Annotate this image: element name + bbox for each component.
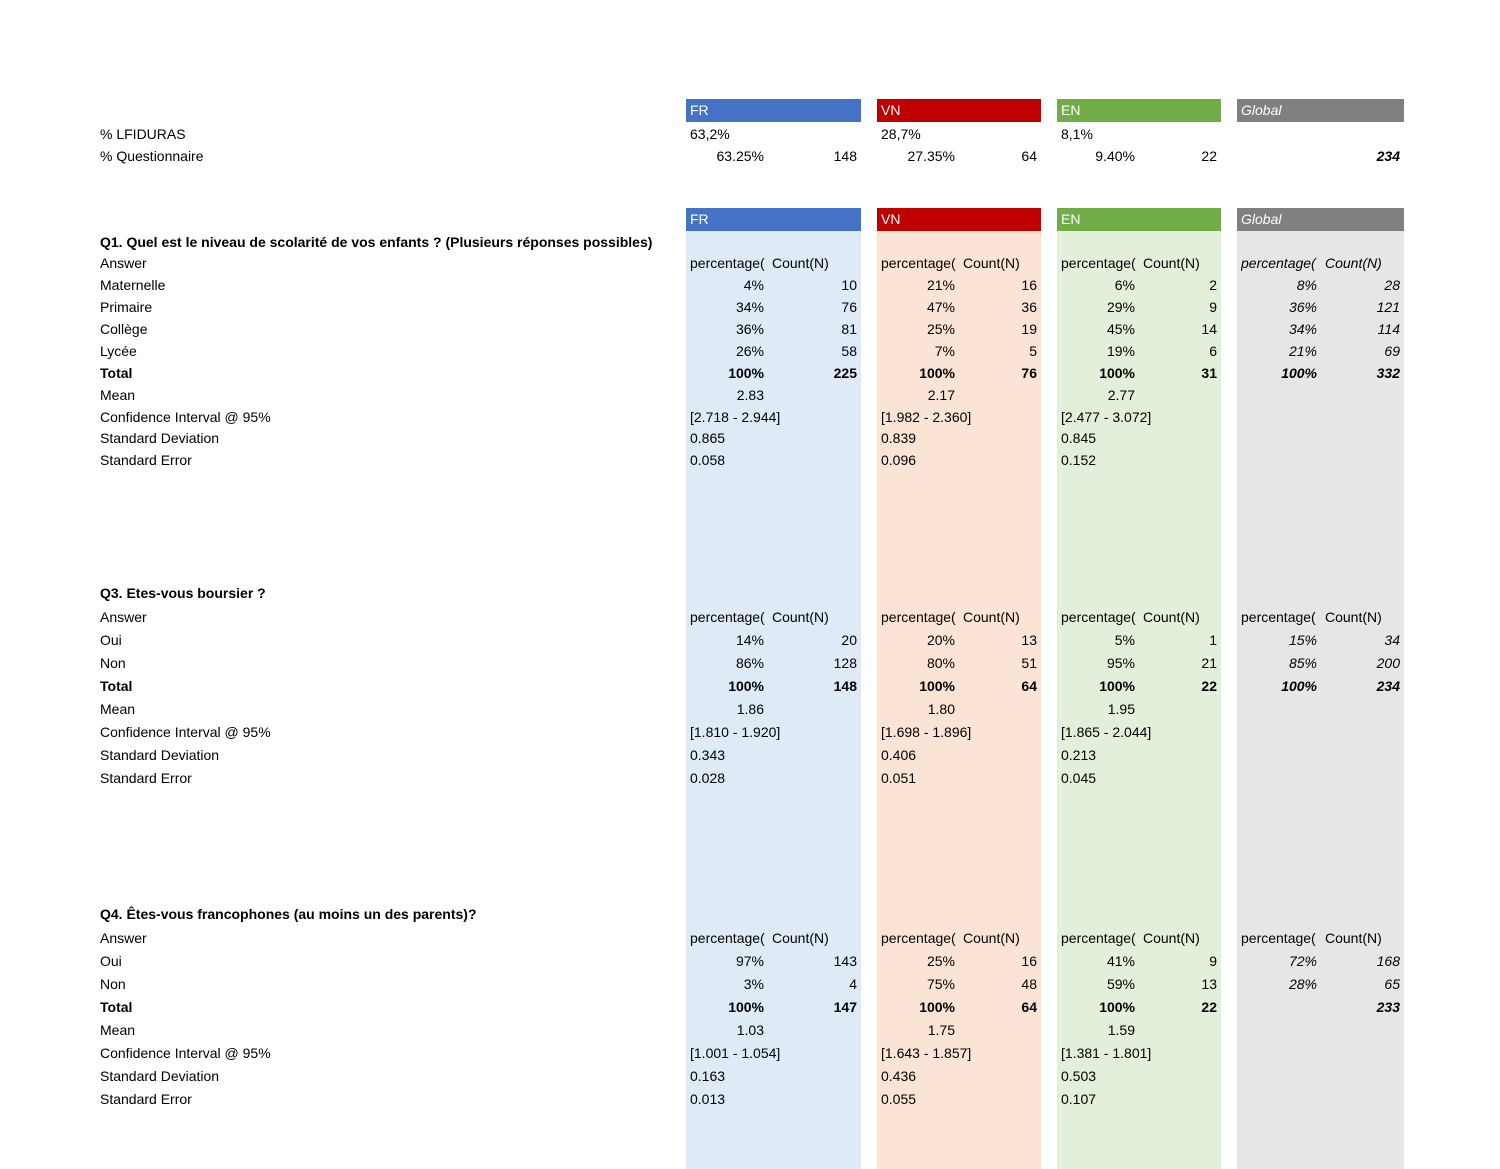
gl-count: 200 [1376, 655, 1400, 671]
fr-percentage: 86% [735, 655, 764, 671]
vn-percentage: 100% [919, 365, 955, 381]
vn-percentage: 100% [919, 999, 955, 1015]
en-percentage: 29% [1106, 299, 1135, 315]
q1-row-label: Answer [100, 255, 147, 271]
fr-percentage: 26% [735, 343, 764, 359]
vn-questionnaire-n: 64 [1021, 148, 1037, 164]
q4-title: Q4. Êtes-vous francophones (au moins un des parents)? [100, 906, 477, 922]
gl-count: 69 [1384, 343, 1400, 359]
gl-count-header: Count(N) [1325, 609, 1382, 625]
q1-row-label: Maternelle [100, 277, 166, 293]
en-percentage: 5% [1114, 632, 1135, 648]
vn-count: 36 [1021, 299, 1037, 315]
en-percentage: 100% [1099, 678, 1135, 694]
fr-pct-header: percentage( [690, 930, 765, 946]
fr-stat: 0.013 [690, 1091, 726, 1107]
gl-percentage: 85% [1288, 655, 1317, 671]
en-stat: [1.381 - 1.801] [1061, 1045, 1152, 1061]
en-stat: 0.503 [1061, 1068, 1097, 1084]
q1-row-label: Primaire [100, 299, 153, 315]
fr-pct-header: percentage( [690, 255, 765, 271]
vn-percentage: 7% [934, 343, 955, 359]
gl-percentage: 21% [1288, 343, 1317, 359]
fr-count-header: Count(N) [772, 930, 829, 946]
global-questionnaire-n: 234 [1376, 148, 1400, 164]
en-percentage: 95% [1106, 655, 1135, 671]
vn-lfiduras: 28,7% [881, 126, 921, 142]
en-mean: 1.59 [1107, 1022, 1135, 1038]
vn-stat: 0.436 [881, 1068, 917, 1084]
en-count: 22 [1201, 678, 1217, 694]
vn-percentage: 25% [926, 321, 955, 337]
vn-percentage: 20% [926, 632, 955, 648]
vn-count: 19 [1021, 321, 1037, 337]
en-count: 9 [1209, 299, 1217, 315]
fr-percentage: 34% [735, 299, 764, 315]
gl-count-header: Count(N) [1325, 930, 1382, 946]
fr-percentage: 100% [728, 999, 764, 1015]
q3-row-label: Standard Deviation [100, 747, 220, 763]
fr-count: 147 [833, 999, 857, 1015]
vn-percentage: 25% [926, 953, 955, 969]
fr-questionnaire-pct: 63.25% [716, 148, 764, 164]
q4-row-label: Mean [100, 1022, 136, 1038]
en-percentage: 19% [1106, 343, 1135, 359]
q4-row-label: Answer [100, 930, 147, 946]
vn-stat: [1.643 - 1.857] [881, 1045, 972, 1061]
fr-header: FR [686, 99, 861, 122]
fr-percentage: 3% [743, 976, 764, 992]
fr-count-header: Count(N) [772, 255, 829, 271]
q1-row-label: Lycée [100, 343, 137, 359]
fr-questionnaire-n: 148 [833, 148, 857, 164]
q4-row-label: Standard Deviation [100, 1068, 220, 1084]
fr-count: 143 [833, 953, 857, 969]
vn-pct-header: percentage( [881, 930, 956, 946]
lfiduras-label: % LFIDURAS [100, 126, 186, 142]
q3-row-label: Non [100, 655, 126, 671]
q1-row-label: Standard Deviation [100, 430, 220, 446]
fr-percentage: 100% [728, 365, 764, 381]
q4-row-label: Total [100, 999, 133, 1015]
vn-pct-header: percentage( [881, 255, 956, 271]
gl-pct-header: percentage( [1241, 609, 1316, 625]
vn-count: 16 [1021, 277, 1037, 293]
gl-count: 65 [1384, 976, 1400, 992]
gl-percentage: 15% [1288, 632, 1317, 648]
en-percentage: 100% [1099, 999, 1135, 1015]
gl-percentage: 100% [1281, 678, 1317, 694]
en-percentage: 45% [1106, 321, 1135, 337]
q1-row-label: Total [100, 365, 133, 381]
vn-pct-header: percentage( [881, 609, 956, 625]
en-mean: 1.95 [1107, 701, 1135, 717]
q1-row-label: Mean [100, 387, 136, 403]
vn-section-header: VN [877, 208, 1041, 231]
gl-count: 121 [1376, 299, 1400, 315]
vn-stat: [1.698 - 1.896] [881, 724, 972, 740]
vn-mean: 2.17 [927, 387, 955, 403]
fr-mean: 1.86 [736, 701, 764, 717]
en-percentage: 6% [1114, 277, 1135, 293]
fr-percentage: 14% [735, 632, 764, 648]
fr-stat: [1.001 - 1.054] [690, 1045, 781, 1061]
en-count: 22 [1201, 999, 1217, 1015]
gl-count: 332 [1376, 365, 1400, 381]
en-section-header: EN [1057, 208, 1221, 231]
en-count: 13 [1201, 976, 1217, 992]
q3-title: Q3. Etes-vous boursier ? [100, 585, 266, 601]
en-percentage: 100% [1099, 365, 1135, 381]
en-header: EN [1057, 99, 1221, 122]
en-stat: 0.107 [1061, 1091, 1097, 1107]
vn-percentage: 75% [926, 976, 955, 992]
fr-count: 81 [841, 321, 857, 337]
fr-stat: 0.163 [690, 1068, 726, 1084]
vn-count: 13 [1021, 632, 1037, 648]
fr-count: 4 [849, 976, 857, 992]
vn-percentage: 21% [926, 277, 955, 293]
q4-row-label: Standard Error [100, 1091, 192, 1107]
fr-percentage: 36% [735, 321, 764, 337]
vn-count: 76 [1021, 365, 1037, 381]
gl-pct-header: percentage( [1241, 255, 1316, 271]
vn-stat: 0.406 [881, 747, 917, 763]
gl-count-header: Count(N) [1325, 255, 1382, 271]
vn-mean: 1.80 [927, 701, 955, 717]
vn-percentage: 100% [919, 678, 955, 694]
q3-row-label: Answer [100, 609, 147, 625]
vn-count: 51 [1021, 655, 1037, 671]
en-count: 9 [1209, 953, 1217, 969]
en-percentage: 59% [1106, 976, 1135, 992]
vn-questionnaire-pct: 27.35% [907, 148, 955, 164]
vn-mean: 1.75 [927, 1022, 955, 1038]
vn-stat: [1.982 - 2.360] [881, 409, 972, 425]
vn-stat: 0.055 [881, 1091, 917, 1107]
en-count: 6 [1209, 343, 1217, 359]
en-pct-header: percentage( [1061, 255, 1136, 271]
fr-percentage: 4% [743, 277, 764, 293]
fr-stat: 0.865 [690, 430, 726, 446]
vn-percentage: 47% [926, 299, 955, 315]
fr-count: 128 [833, 655, 857, 671]
en-count: 1 [1209, 632, 1217, 648]
gl-count: 114 [1377, 321, 1400, 337]
fr-stat: [2.718 - 2.944] [690, 409, 781, 425]
fr-lfiduras: 63,2% [690, 126, 730, 142]
fr-count: 20 [841, 632, 857, 648]
en-mean: 2.77 [1107, 387, 1135, 403]
q3-row-label: Standard Error [100, 770, 192, 786]
en-count-header: Count(N) [1143, 930, 1200, 946]
q1-title: Q1. Quel est le niveau de scolarité de vos enfants ? (Plusieurs réponses possibles) [100, 234, 653, 250]
fr-stat: 0.343 [690, 747, 726, 763]
fr-pct-header: percentage( [690, 609, 765, 625]
gl-count: 168 [1376, 953, 1400, 969]
fr-section-header: FR [686, 208, 861, 231]
fr-count-header: Count(N) [772, 609, 829, 625]
en-count: 14 [1201, 321, 1217, 337]
fr-mean: 1.03 [736, 1022, 764, 1038]
en-questionnaire-n: 22 [1201, 148, 1217, 164]
vn-count: 48 [1021, 976, 1037, 992]
gl-count: 233 [1376, 999, 1400, 1015]
global-header: Global [1237, 99, 1404, 122]
q4-row-label: Oui [100, 953, 122, 969]
vn-count-header: Count(N) [963, 930, 1020, 946]
en-stat: [2.477 - 3.072] [1061, 409, 1152, 425]
fr-percentage: 100% [728, 678, 764, 694]
en-stat: 0.152 [1061, 452, 1097, 468]
gl-percentage: 8% [1296, 277, 1317, 293]
vn-count: 64 [1021, 678, 1037, 694]
en-questionnaire-pct: 9.40% [1095, 148, 1135, 164]
q1-row-label: Standard Error [100, 452, 192, 468]
global-section-header: Global [1237, 208, 1404, 231]
q3-row-label: Confidence Interval @ 95% [100, 724, 271, 740]
q1-row-label: Confidence Interval @ 95% [100, 409, 271, 425]
gl-count: 28 [1384, 277, 1400, 293]
gl-percentage: 28% [1288, 976, 1317, 992]
en-count: 21 [1201, 655, 1217, 671]
fr-count: 58 [841, 343, 857, 359]
vn-count-header: Count(N) [963, 255, 1020, 271]
q3-row-label: Mean [100, 701, 136, 717]
en-stat: 0.213 [1061, 747, 1097, 763]
en-stat: 0.045 [1061, 770, 1097, 786]
en-count: 2 [1209, 277, 1217, 293]
vn-stat: 0.096 [881, 452, 917, 468]
q3-row-label: Total [100, 678, 133, 694]
en-stat: [1.865 - 2.044] [1061, 724, 1152, 740]
vn-count: 5 [1029, 343, 1037, 359]
gl-pct-header: percentage( [1241, 930, 1316, 946]
gl-percentage: 34% [1288, 321, 1317, 337]
fr-percentage: 97% [735, 953, 764, 969]
vn-header: VN [877, 99, 1041, 122]
gl-percentage: 100% [1281, 365, 1317, 381]
en-stat: 0.845 [1061, 430, 1097, 446]
gl-count: 34 [1384, 632, 1400, 648]
en-count-header: Count(N) [1143, 255, 1200, 271]
en-count: 31 [1201, 365, 1217, 381]
vn-stat: 0.839 [881, 430, 917, 446]
fr-stat: 0.028 [690, 770, 726, 786]
fr-count: 148 [833, 678, 857, 694]
en-count-header: Count(N) [1143, 609, 1200, 625]
vn-count-header: Count(N) [963, 609, 1020, 625]
q4-row-label: Non [100, 976, 126, 992]
fr-count: 76 [841, 299, 857, 315]
gl-percentage: 72% [1288, 953, 1317, 969]
gl-percentage: 36% [1288, 299, 1317, 315]
en-pct-header: percentage( [1061, 609, 1136, 625]
q1-row-label: Collège [100, 321, 148, 337]
fr-stat: 0.058 [690, 452, 726, 468]
vn-percentage: 80% [926, 655, 955, 671]
en-percentage: 41% [1106, 953, 1135, 969]
q3-row-label: Oui [100, 632, 122, 648]
en-pct-header: percentage( [1061, 930, 1136, 946]
q4-row-label: Confidence Interval @ 95% [100, 1045, 271, 1061]
en-lfiduras: 8,1% [1061, 126, 1093, 142]
questionnaire-label: % Questionnaire [100, 148, 204, 164]
fr-mean: 2.83 [736, 387, 764, 403]
gl-count: 234 [1376, 678, 1400, 694]
fr-count: 225 [833, 365, 857, 381]
vn-count: 64 [1021, 999, 1037, 1015]
fr-stat: [1.810 - 1.920] [690, 724, 781, 740]
fr-count: 10 [841, 277, 857, 293]
vn-stat: 0.051 [881, 770, 917, 786]
vn-count: 16 [1021, 953, 1037, 969]
